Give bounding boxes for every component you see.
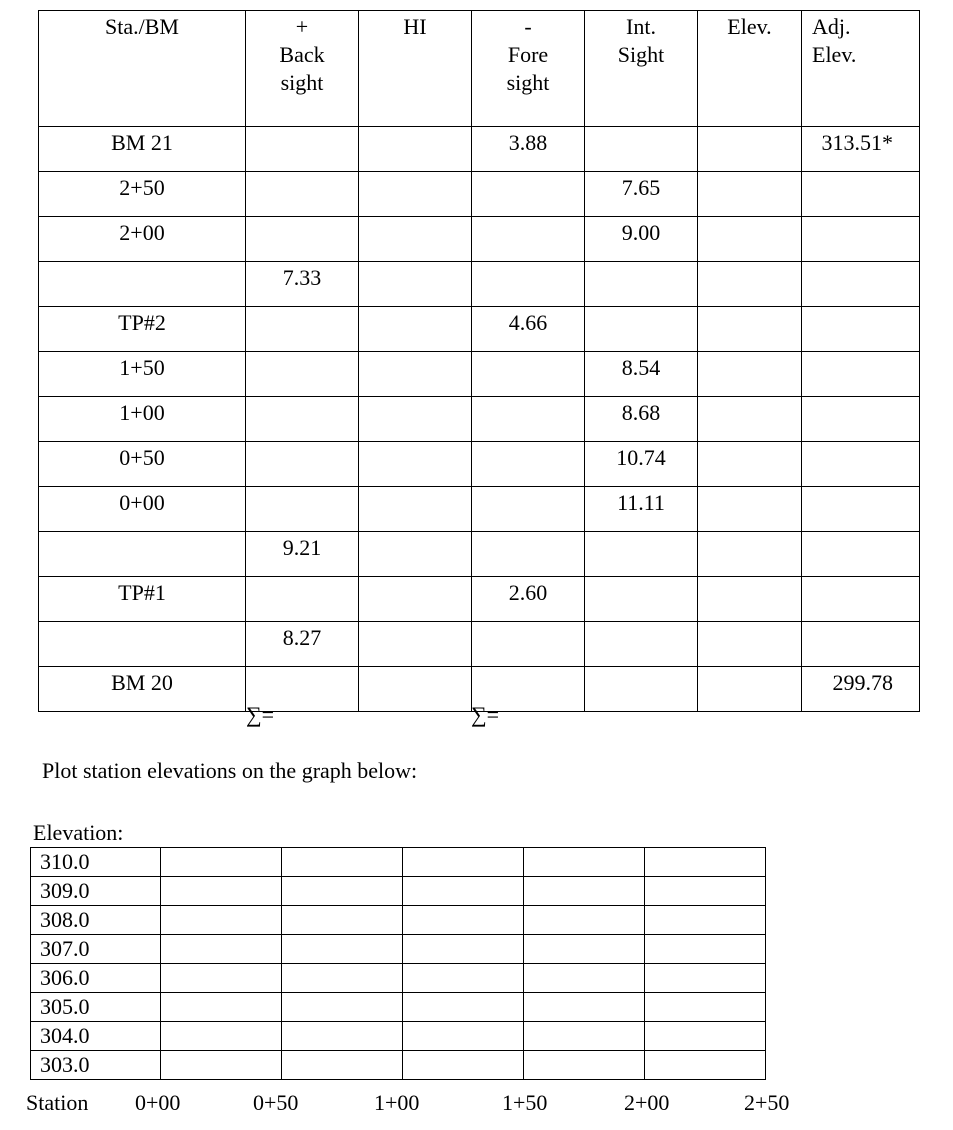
plot-grid-cell: [524, 848, 645, 877]
plot-grid-cell: [161, 1022, 282, 1051]
cell-foresight: [472, 532, 585, 577]
cell-adj-elev: [802, 622, 920, 667]
station-tick-label: 0+50: [253, 1090, 299, 1115]
station-axis-title: Station: [26, 1090, 89, 1115]
cell-station: BM 20: [39, 667, 246, 712]
cell-adj-elev: [802, 307, 920, 352]
station-tick-label: 2+50: [744, 1090, 790, 1115]
cell-hi: [359, 307, 472, 352]
cell-adj-elev: 313.51*: [802, 127, 920, 172]
header-label: + Back sight: [279, 14, 325, 95]
plot-grid-cell: [524, 1022, 645, 1051]
plot-grid-cell: [282, 935, 403, 964]
elevation-tick-label: 307.0: [31, 935, 161, 964]
cell-backsight: [246, 352, 359, 397]
plot-grid-cell: [645, 906, 766, 935]
cell-elev: [698, 127, 802, 172]
plot-grid-cell: [645, 964, 766, 993]
cell-int-sight: [585, 622, 698, 667]
header-station: [39, 11, 246, 127]
plot-grid-cell: [161, 848, 282, 877]
cell-int-sight: [585, 307, 698, 352]
cell-station: 1+00: [39, 397, 246, 442]
cell-backsight: 7.33: [246, 262, 359, 307]
cell-elev: [698, 442, 802, 487]
cell-int-sight: [585, 262, 698, 307]
table-row: [39, 622, 920, 667]
plot-grid-cell: [645, 877, 766, 906]
plot-grid-cell: [161, 1051, 282, 1080]
cell-hi: [359, 577, 472, 622]
cell-station: 0+00: [39, 487, 246, 532]
cell-int-sight: 7.65: [585, 172, 698, 217]
table-row: [39, 172, 920, 217]
plot-grid-cell: [403, 848, 524, 877]
plot-grid-row: [31, 1022, 766, 1051]
plot-grid-cell: [403, 993, 524, 1022]
plot-grid-cell: [161, 993, 282, 1022]
level-notes-table: [38, 10, 920, 712]
table-row: [39, 127, 920, 172]
cell-elev: [698, 397, 802, 442]
cell-backsight: 9.21: [246, 532, 359, 577]
header-adj-elev: [802, 11, 920, 127]
plot-grid-cell: [403, 877, 524, 906]
cell-hi: [359, 127, 472, 172]
cell-station: [39, 532, 246, 577]
cell-foresight: [472, 352, 585, 397]
plot-grid-body: [31, 848, 766, 1080]
cell-adj-elev: [802, 577, 920, 622]
cell-elev: [698, 487, 802, 532]
table-header-row: [39, 11, 920, 127]
plot-grid-cell: [282, 906, 403, 935]
plot-grid-row: [31, 877, 766, 906]
plot-grid-row: [31, 848, 766, 877]
plot-grid-cell: [282, 877, 403, 906]
cell-backsight: [246, 397, 359, 442]
cell-foresight: [472, 172, 585, 217]
cell-foresight: 2.60: [472, 577, 585, 622]
cell-int-sight: [585, 532, 698, 577]
plot-grid-row: [31, 1051, 766, 1080]
cell-elev: [698, 217, 802, 262]
cell-int-sight: 8.54: [585, 352, 698, 397]
plot-grid-cell: [282, 1051, 403, 1080]
header-label: Sta./BM: [105, 14, 179, 39]
header-label: HI: [403, 14, 427, 39]
plot-grid-cell: [282, 848, 403, 877]
plot-grid-cell: [403, 1022, 524, 1051]
plot-grid-cell: [161, 935, 282, 964]
plot-grid-cell: [524, 877, 645, 906]
cell-foresight: [472, 217, 585, 262]
cell-elev: [698, 172, 802, 217]
cell-int-sight: [585, 667, 698, 712]
cell-station: 0+50: [39, 442, 246, 487]
cell-hi: [359, 487, 472, 532]
cell-hi: [359, 667, 472, 712]
plot-grid-cell: [524, 993, 645, 1022]
cell-foresight: [472, 397, 585, 442]
cell-hi: [359, 532, 472, 577]
cell-adj-elev: [802, 442, 920, 487]
cell-elev: [698, 667, 802, 712]
cell-foresight: [472, 487, 585, 532]
cell-elev: [698, 532, 802, 577]
cell-elev: [698, 307, 802, 352]
cell-backsight: 8.27: [246, 622, 359, 667]
cell-adj-elev: [802, 487, 920, 532]
cell-adj-elev: 299.78: [802, 667, 920, 712]
cell-backsight: [246, 577, 359, 622]
plot-grid-row: [31, 964, 766, 993]
cell-hi: [359, 622, 472, 667]
plot-grid-cell: [161, 906, 282, 935]
cell-int-sight: 8.68: [585, 397, 698, 442]
header-backsight: [246, 11, 359, 127]
cell-foresight: 3.88: [472, 127, 585, 172]
cell-station: TP#1: [39, 577, 246, 622]
header-label: Int. Sight: [617, 14, 665, 67]
plot-grid-cell: [524, 1051, 645, 1080]
plot-grid-cell: [524, 964, 645, 993]
cell-elev: [698, 577, 802, 622]
cell-foresight: [472, 622, 585, 667]
cell-elev: [698, 262, 802, 307]
plot-grid-cell: [645, 1051, 766, 1080]
cell-adj-elev: [802, 397, 920, 442]
cell-station: [39, 262, 246, 307]
elevation-axis-title: Elevation:: [33, 820, 124, 845]
station-tick-label: 0+00: [135, 1090, 181, 1115]
plot-grid-row: [31, 993, 766, 1022]
elevation-plot-grid: [30, 847, 766, 1080]
table-row: [39, 397, 920, 442]
plot-grid-cell: [403, 964, 524, 993]
cell-adj-elev: [802, 532, 920, 577]
table-row: [39, 262, 920, 307]
table-row: [39, 577, 920, 622]
cell-int-sight: [585, 127, 698, 172]
header-label: Adj. Elev.: [812, 14, 857, 67]
plot-grid-cell: [282, 964, 403, 993]
plot-grid-cell: [645, 1022, 766, 1051]
plot-instructions: Plot station elevations on the graph below:: [42, 758, 418, 783]
plot-grid-cell: [403, 935, 524, 964]
cell-elev: [698, 622, 802, 667]
cell-adj-elev: [802, 352, 920, 397]
elevation-tick-label: 308.0: [31, 906, 161, 935]
table-row: [39, 217, 920, 262]
plot-grid-row: [31, 935, 766, 964]
station-tick-label: 1+50: [502, 1090, 548, 1115]
table-row: [39, 487, 920, 532]
plot-grid-cell: [403, 1051, 524, 1080]
cell-backsight: [246, 487, 359, 532]
cell-foresight: 4.66: [472, 307, 585, 352]
cell-adj-elev: [802, 172, 920, 217]
cell-backsight: [246, 127, 359, 172]
cell-hi: [359, 352, 472, 397]
cell-int-sight: 10.74: [585, 442, 698, 487]
header-label: Elev.: [727, 14, 772, 39]
cell-backsight: [246, 172, 359, 217]
header-int-sight: [585, 11, 698, 127]
plot-grid-cell: [161, 964, 282, 993]
table-row: [39, 442, 920, 487]
cell-int-sight: 9.00: [585, 217, 698, 262]
cell-station: BM 21: [39, 127, 246, 172]
header-foresight: [472, 11, 585, 127]
cell-hi: [359, 217, 472, 262]
plot-grid-cell: [524, 935, 645, 964]
cell-station: 2+00: [39, 217, 246, 262]
cell-backsight: [246, 307, 359, 352]
station-axis: [0, 1089, 953, 1119]
cell-foresight: [472, 442, 585, 487]
elevation-tick-label: 304.0: [31, 1022, 161, 1051]
elevation-tick-label: 303.0: [31, 1051, 161, 1080]
plot-grid-cell: [645, 993, 766, 1022]
backsight-sum-label: ∑=: [246, 702, 275, 727]
cell-adj-elev: [802, 262, 920, 307]
cell-station: 2+50: [39, 172, 246, 217]
elevation-tick-label: 310.0: [31, 848, 161, 877]
elevation-tick-label: 305.0: [31, 993, 161, 1022]
foresight-sum-label: ∑=: [471, 702, 500, 727]
cell-int-sight: 11.11: [585, 487, 698, 532]
elevation-tick-label: 306.0: [31, 964, 161, 993]
header-elev: [698, 11, 802, 127]
cell-hi: [359, 262, 472, 307]
table-body: [39, 127, 920, 712]
plot-grid-cell: [403, 906, 524, 935]
plot-grid-row: [31, 906, 766, 935]
cell-station: TP#2: [39, 307, 246, 352]
cell-int-sight: [585, 577, 698, 622]
station-tick-label: 2+00: [624, 1090, 670, 1115]
cell-hi: [359, 397, 472, 442]
cell-station: 1+50: [39, 352, 246, 397]
cell-station: [39, 622, 246, 667]
plot-grid-cell: [524, 906, 645, 935]
station-tick-label: 1+00: [374, 1090, 420, 1115]
cell-backsight: [246, 442, 359, 487]
cell-backsight: [246, 217, 359, 262]
table-row: [39, 307, 920, 352]
cell-elev: [698, 352, 802, 397]
plot-grid-cell: [645, 848, 766, 877]
header-label: - Fore sight: [506, 14, 550, 95]
elevation-tick-label: 309.0: [31, 877, 161, 906]
cell-adj-elev: [802, 217, 920, 262]
table-row: [39, 532, 920, 577]
plot-grid-cell: [282, 1022, 403, 1051]
plot-grid-cell: [282, 993, 403, 1022]
plot-grid-cell: [161, 877, 282, 906]
table-row: [39, 352, 920, 397]
cell-hi: [359, 442, 472, 487]
cell-foresight: [472, 262, 585, 307]
cell-hi: [359, 172, 472, 217]
header-hi: [359, 11, 472, 127]
plot-grid-cell: [645, 935, 766, 964]
